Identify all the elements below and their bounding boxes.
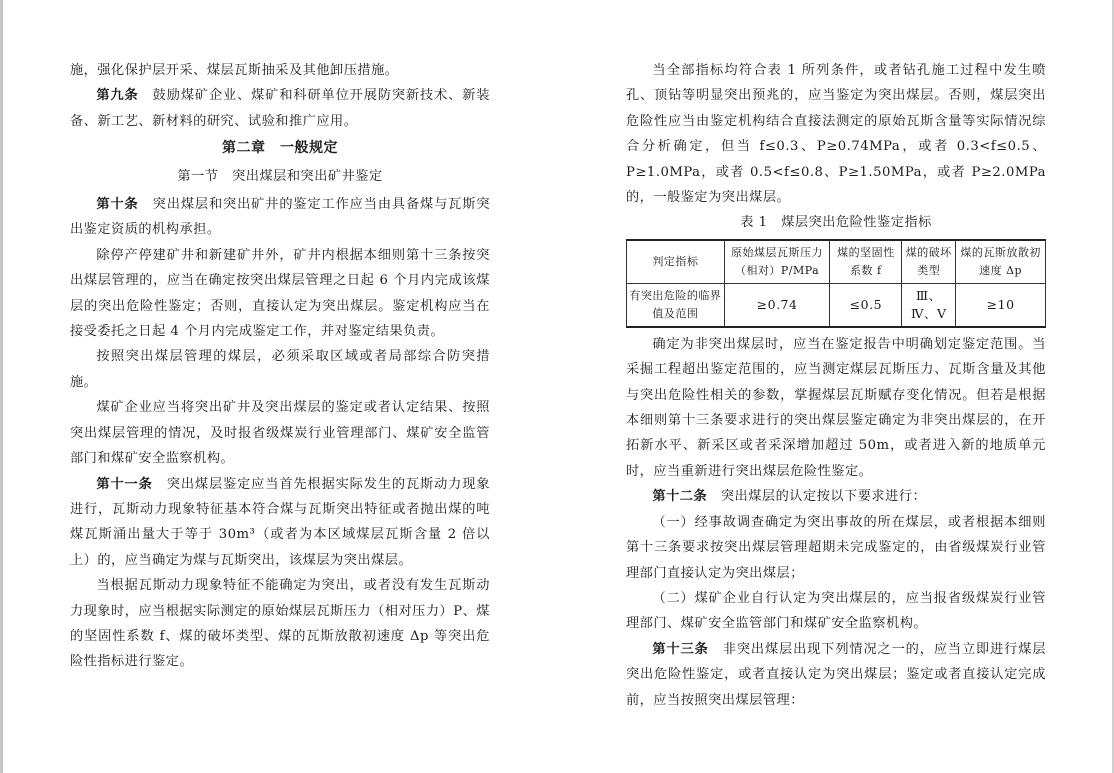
list-item-2: （二）煤矿企业自行认定为突出煤层的，应当报省级煤炭行业管理部门、煤矿安全监管部门和煤矿安全监察机构。 — [626, 590, 1046, 632]
table-header-cell: 煤的瓦斯放散初速度 Δp — [956, 240, 1046, 284]
table-header-row — [627, 240, 1046, 284]
page-left-edge — [0, 0, 3, 773]
paragraph-indicators: 当根据瓦斯动力现象特征不能确定为突出，或者没有发生瓦斯动力现象时，应当根据实际测定的原始煤层瓦斯压力（相对压力）P、煤的坚固性系数 f、煤的破坏类型、煤的瓦斯放散初速度 Δp 等突出危险性指标进行鉴定。 — [70, 578, 490, 670]
article-10-text: 突出煤层和突出矿井的鉴定工作应当由具备煤与瓦斯突出鉴定资质的机构承担。 — [70, 197, 491, 238]
article-13 — [626, 637, 1046, 713]
paragraph-continued: 施，强化保护层开采、煤层瓦斯抽采及其他卸压措施。 — [70, 63, 399, 78]
list-item-1: （一）经事故调查确定为突出事故的所在煤层，或者根据本细则第十三条要求按突出煤层管理超期未完成鉴定的，由省级煤炭行业管理部门直接认定为突出煤层； — [626, 514, 1046, 581]
section-heading: 第一节 突出煤层和突出矿井鉴定 — [177, 168, 383, 184]
paragraph-identification-deadline: 除停产停建矿井和新建矿井外，矿井内根据本细则第十三条按突出煤层管理的，应当在确定按突出煤层管理之日起 6 个月内完成该煤层的突出危险性鉴定；否则，直接认定为突出煤层。鉴定机构应当在接受委托之日起 4 个月内完成鉴定工作，并对鉴定结果负责。 — [70, 247, 490, 340]
article-9 — [70, 83, 490, 134]
article-10-heading: 第十条 — [96, 197, 139, 213]
article-12-heading: 第十二条 — [652, 489, 708, 505]
article-12-text: 突出煤层的认定按以下要求进行： — [707, 489, 927, 505]
paragraph-non-outburst: 确定为非突出煤层时，应当在鉴定报告中明确划定鉴定范围。当采掘工程超出鉴定范围的，应当测定煤层瓦斯压力、瓦斯含量及其他与突出危险性相关的参数，掌握煤层瓦斯赋存变化情况。但若是根据本细则第十三条要求进行的突出煤层鉴定确定为非突出煤层的，在开拓新水平、新采区或者采深增加超过 50m，或者进入新的地质单元时，应当重新进行突出煤层危险性鉴定。 — [626, 336, 1046, 479]
article-9-text: 鼓励煤矿企业、煤矿和科研单位开展防突新技术、新装备、新工艺、新材料的研究、试验和推广应用。 — [70, 88, 491, 129]
table-cell: ≤0.5 — [830, 283, 902, 327]
right-column — [626, 58, 1046, 713]
article-13-text: 非突出煤层出现下列情况之一的，应当立即进行煤层突出危险性鉴定，或者直接认定为突出煤层；鉴定或者直接认定完成前，应当按照突出煤层管理： — [626, 641, 1047, 708]
article-11-text: 突出煤层鉴定应当首先根据实际发生的瓦斯动力现象进行，瓦斯动力现象特征基本符合煤与瓦斯突出特征或者抛出煤的吨煤瓦斯涌出量大于等于 30m³（或者为本区域煤层瓦斯含量 2 倍以上）的，应当确定为煤与瓦斯突出，该煤层为突出煤层。 — [70, 476, 491, 568]
chapter-heading: 第二章 一般规定 — [222, 140, 338, 157]
table-cell: Ⅲ、Ⅳ、Ⅴ — [902, 283, 956, 327]
article-13-heading: 第十三条 — [652, 641, 709, 657]
paragraph-outburst-measures: 按照突出煤层管理的煤层，必须采取区域或者局部综合防突措施。 — [70, 349, 490, 390]
table-header-cell: 原始煤层瓦斯压力（相对）P/MPa — [724, 240, 830, 284]
table-title: 表 1 煤层突出危险性鉴定指标 — [740, 215, 932, 231]
left-column — [70, 58, 490, 675]
paragraph-reporting: 煤矿企业应当将突出矿井及突出煤层的鉴定或者认定结果、按照突出煤层管理的情况，及时报省级煤炭行业管理部门、煤矿安全监管部门和煤矿安全监察机构。 — [70, 400, 490, 467]
article-9-heading: 第九条 — [96, 88, 139, 104]
table-row-label: 有突出危险的临界值及范围 — [627, 283, 725, 327]
table-header-cell: 判定指标 — [627, 240, 725, 284]
hazard-indicator-table — [626, 239, 1046, 328]
article-12 — [626, 484, 1046, 509]
table-cell: ≥10 — [956, 283, 1046, 327]
table-cell: ≥0.74 — [724, 283, 830, 327]
article-11 — [70, 472, 490, 574]
paragraph-criteria: 当全部指标均符合表 1 所列条件，或者钻孔施工过程中发生喷孔、顶钻等明显突出预兆的，应当鉴定为突出煤层。否则，煤层突出危险性应当由鉴定机构结合直接法测定的原始瓦斯含量等实际情况综合分析确定，但当 f≤0.3、P≥0.74MPa，或者 0.3<f≤0.5、P≥1.0MPa，或者 0.5<f≤0.8、P≥1.50MPa，或者 P≥2.0MPa 的，一般鉴定为突出煤层。 — [626, 63, 1046, 206]
table-row — [627, 283, 1046, 327]
article-10 — [70, 192, 490, 243]
table-header-cell: 煤的坚固性系数 f — [830, 240, 902, 284]
table-header-cell: 煤的破坏类型 — [902, 240, 956, 284]
article-11-heading: 第十一条 — [96, 476, 153, 492]
